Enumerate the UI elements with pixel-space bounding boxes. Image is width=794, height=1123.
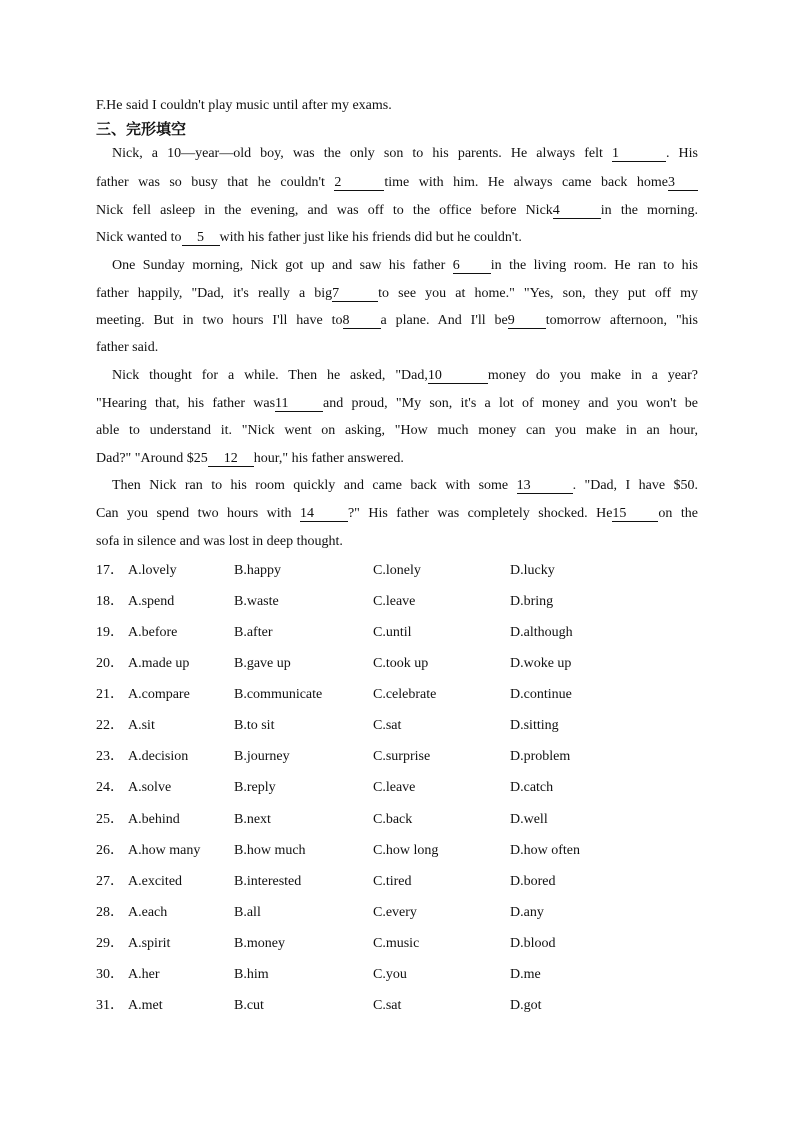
option-d: D.problem	[510, 749, 571, 764]
option-c: C.every	[373, 905, 417, 920]
option-b: B.gave up	[234, 656, 291, 671]
question-24	[96, 779, 698, 797]
question-number: 18．	[96, 594, 124, 609]
option-b: B.reply	[234, 780, 276, 795]
question-18	[96, 593, 698, 611]
option-a: A.made up	[128, 656, 190, 671]
p2-line-4: father said.	[96, 340, 159, 355]
option-f-line: F.He said I couldn't play music until after my exams.	[96, 98, 392, 113]
p2-line-3: meeting. But in two hours I'll have to8 a plane. And I'll be9 tomorrow afternoon, "his	[96, 313, 698, 328]
blank-11: 11	[275, 396, 323, 412]
question-number: 26．	[96, 843, 124, 858]
question-number: 21．	[96, 687, 124, 702]
option-a: A.how many	[128, 843, 201, 858]
question-number: 25．	[96, 812, 124, 827]
option-b: B.to sit	[234, 718, 275, 733]
question-21	[96, 686, 698, 704]
question-20	[96, 655, 698, 673]
option-a: A.decision	[128, 749, 189, 764]
option-b: B.cut	[234, 998, 264, 1013]
option-d: D.well	[510, 812, 548, 827]
blank-14: 14	[300, 506, 348, 522]
option-a: A.met	[128, 998, 163, 1013]
option-c: C.back	[373, 812, 413, 827]
blank-12: 12	[208, 451, 254, 467]
option-a: A.excited	[128, 874, 183, 889]
question-23	[96, 748, 698, 766]
option-b: B.communicate	[234, 687, 323, 702]
question-number: 30．	[96, 967, 124, 982]
option-a: A.solve	[128, 780, 172, 795]
option-c: C.took up	[373, 656, 429, 671]
option-c: C.sat	[373, 998, 402, 1013]
question-26	[96, 842, 698, 860]
p2-line-2: father happily, "Dad, it's really a big7 to see you at home." "Yes, son, they put off my	[96, 286, 698, 301]
option-a: A.compare	[128, 687, 190, 702]
question-27	[96, 873, 698, 891]
question-number: 23．	[96, 749, 124, 764]
p3-line-4: Dad?" "Around $25 12 hour," his father answered.	[96, 451, 404, 466]
option-c: C.lonely	[373, 563, 421, 578]
blank-9: 9	[508, 313, 546, 329]
option-b: B.waste	[234, 594, 279, 609]
option-d: D.although	[510, 625, 573, 640]
question-number: 31．	[96, 998, 124, 1013]
blank-10: 10	[428, 368, 488, 384]
option-d: D.how often	[510, 843, 580, 858]
p2-line-1: One Sunday morning, Nick got up and saw his father 6 in the living room. He ran to his	[112, 258, 698, 273]
option-c: C.music	[373, 936, 420, 951]
question-number: 28．	[96, 905, 124, 920]
blank-4: 4	[553, 203, 601, 219]
blank-5: 5	[182, 230, 220, 246]
option-d: D.any	[510, 905, 544, 920]
blank-15: 15	[612, 506, 658, 522]
blank-6: 6	[453, 258, 491, 274]
option-a: A.spend	[128, 594, 175, 609]
option-d: D.blood	[510, 936, 556, 951]
option-a: A.before	[128, 625, 178, 640]
option-b: B.how much	[234, 843, 306, 858]
option-c: C.leave	[373, 594, 416, 609]
option-c: C.sat	[373, 718, 402, 733]
question-30	[96, 966, 698, 984]
option-b: B.money	[234, 936, 285, 951]
option-a: A.behind	[128, 812, 180, 827]
option-d: D.lucky	[510, 563, 555, 578]
question-number: 22．	[96, 718, 124, 733]
p4-line-1: Then Nick ran to his room quickly and came back with some 13 . "Dad, I have $50.	[112, 478, 698, 493]
question-number: 29．	[96, 936, 124, 951]
option-d: D.woke up	[510, 656, 572, 671]
section-title: 三、完形填空	[96, 120, 187, 138]
question-17	[96, 562, 698, 580]
blank-2: 2	[334, 175, 384, 191]
option-b: B.all	[234, 905, 261, 920]
p1-line-2: father was so busy that he couldn't 2 time with him. He always came back home3	[96, 174, 698, 192]
option-a: A.lovely	[128, 563, 177, 578]
option-d: D.sitting	[510, 718, 559, 733]
option-a: A.spirit	[128, 936, 171, 951]
option-c: C.surprise	[373, 749, 431, 764]
option-d: D.me	[510, 967, 541, 982]
option-c: C.until	[373, 625, 412, 640]
question-25	[96, 811, 698, 829]
option-b: B.after	[234, 625, 273, 640]
p3-line-1: Nick thought for a while. Then he asked, "Dad,10 money do you make in a year?	[112, 368, 698, 383]
option-d: D.got	[510, 998, 542, 1013]
question-number: 20．	[96, 656, 124, 671]
question-19	[96, 624, 698, 642]
option-b: B.interested	[234, 874, 302, 889]
p4-line-3: sofa in silence and was lost in deep thought.	[96, 534, 343, 549]
option-d: D.bring	[510, 594, 554, 609]
question-28	[96, 904, 698, 922]
p4-line-2: Can you spend two hours with 14 ?" His father was completely shocked. He15 on the	[96, 506, 698, 521]
option-b: B.him	[234, 967, 269, 982]
option-b: B.journey	[234, 749, 290, 764]
question-22	[96, 717, 698, 735]
question-31	[96, 997, 698, 1015]
p1-line-4: Nick wanted to 5 with his father just like his friends did but he couldn't.	[96, 230, 522, 245]
option-c: C.leave	[373, 780, 416, 795]
p3-line-3: able to understand it. "Nick went on asking, "How much money can you make in an hour,	[96, 423, 698, 438]
question-number: 17．	[96, 563, 124, 578]
option-d: D.bored	[510, 874, 556, 889]
blank-7: 7	[332, 286, 378, 302]
option-d: D.catch	[510, 780, 554, 795]
question-number: 27．	[96, 874, 124, 889]
blank-8: 8	[343, 313, 381, 329]
option-d: D.continue	[510, 687, 572, 702]
option-c: C.tired	[373, 874, 412, 889]
question-29	[96, 935, 698, 953]
p3-line-2: "Hearing that, his father was11 and proud, "My son, it's a lot of money and you won't be	[96, 396, 698, 411]
option-b: B.next	[234, 812, 271, 827]
option-c: C.celebrate	[373, 687, 437, 702]
p1-line-1: Nick, a 10—year—old boy, was the only son to his parents. He always felt 1 . His	[112, 146, 698, 161]
option-c: C.how long	[373, 843, 439, 858]
option-a: A.her	[128, 967, 160, 982]
question-number: 19．	[96, 625, 124, 640]
blank-3: 3	[668, 175, 698, 191]
blank-1: 1	[612, 146, 666, 162]
blank-13: 13	[517, 478, 573, 494]
option-a: A.each	[128, 905, 168, 920]
option-c: C.you	[373, 967, 407, 982]
option-b: B.happy	[234, 563, 282, 578]
question-number: 24．	[96, 780, 124, 795]
option-a: A.sit	[128, 718, 155, 733]
p1-line-3: Nick fell asleep in the evening, and was off to the office before Nick4 in the morning.	[96, 203, 698, 218]
